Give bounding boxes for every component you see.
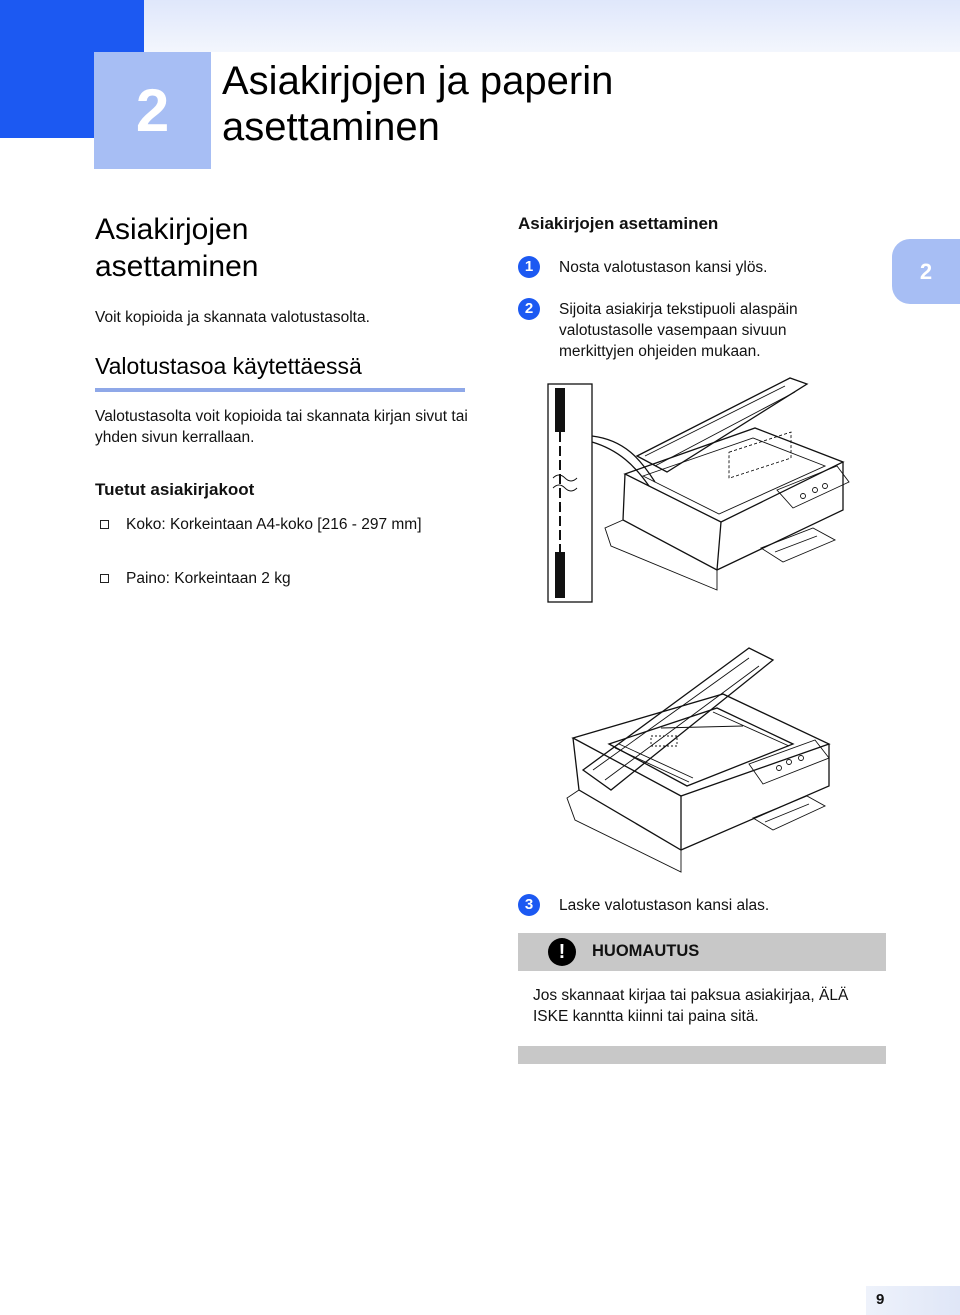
list-item-text: Koko: Korkeintaan A4-koko [216 - 297 mm] (126, 516, 422, 533)
section-title-line1: Asiakirjojen (95, 213, 249, 246)
supported-sizes-heading: Tuetut asiakirjakoot (95, 480, 255, 499)
step-text: Nosta valotustason kansi ylös. (559, 259, 768, 276)
subsection-rule (95, 388, 465, 392)
note-label: HUOMAUTUS (592, 942, 700, 960)
note-text: Jos skannaat kirjaa tai paksua asiakirjaa, ÄLÄ ISKE kanntta kiinni tai paina sitä. (533, 987, 849, 1025)
section-title-line2: asettaminen (95, 250, 259, 283)
chapter-number-box (94, 52, 211, 169)
list-item-text: Paino: Korkeintaan 2 kg (126, 570, 291, 587)
side-tab-number: 2 (919, 258, 933, 284)
exclamation-icon: ! (548, 938, 576, 966)
note-footer-bar (518, 1046, 886, 1064)
chapter-title (222, 58, 613, 150)
subsection-text: Valotustasolta voit kopioida tai skannata kirjan sivut tai yhden sivun kerrallaan. (95, 408, 468, 446)
step-number-badge: 3 (518, 894, 540, 916)
list-item (100, 568, 430, 589)
page-number: 9 (876, 1291, 885, 1308)
section-intro: Voit kopioida ja skannata valotustasolta. (95, 309, 370, 326)
scanner-guide-illustration (545, 370, 870, 605)
bullet-square-icon (100, 574, 109, 583)
chapter-number: 2 (135, 76, 170, 144)
chapter-title-line1: Asiakirjojen ja paperin (222, 59, 614, 103)
header-band-right (144, 0, 960, 52)
step-number-badge: 2 (518, 298, 540, 320)
bullet-square-icon (100, 520, 109, 529)
step-text: Laske valotustason kansi alas. (559, 897, 770, 914)
list-item (100, 514, 430, 535)
chapter-side-tab (892, 239, 960, 304)
section-title (95, 211, 258, 285)
chapter-title-line2: asettaminen (222, 105, 440, 149)
procedure-title: Asiakirjojen asettaminen (518, 214, 719, 233)
step-number-badge: 1 (518, 256, 540, 278)
scanner-book-illustration (553, 640, 843, 880)
step-text: Sijoita asiakirja tekstipuoli alaspäin valotustasolle vasempaan sivuun merkittyjen ohjeiden mukaan. (559, 301, 798, 360)
subsection-title: Valotustasoa käytettäessä (95, 353, 362, 379)
